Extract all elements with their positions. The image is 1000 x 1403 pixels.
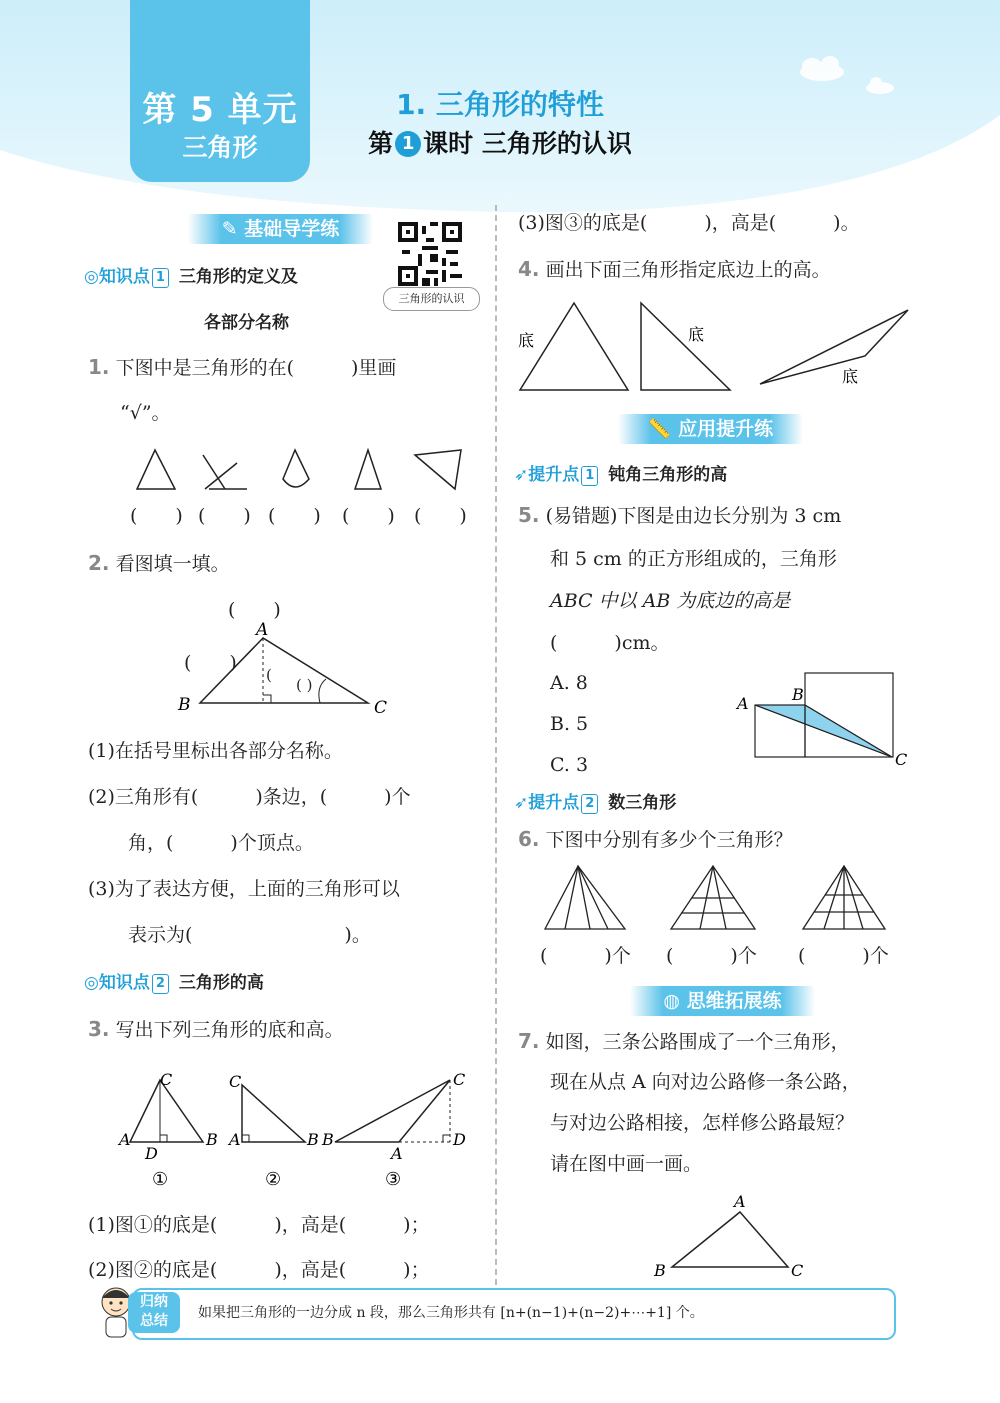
target-icon: ◎	[84, 267, 99, 287]
lesson-suffix: 课时 三角形的认识	[423, 129, 632, 158]
q1-shape-triangle-2	[355, 450, 381, 489]
q2-part-1: (1)在括号里标出各部分名称。	[88, 740, 343, 762]
q1-answer-3[interactable]: ( )	[268, 505, 321, 527]
knowledge-point-2: ◎知识点 2 三角形的高	[84, 973, 264, 993]
lesson-number-badge: 1	[395, 131, 421, 157]
rocket-icon: ➶	[514, 465, 529, 485]
q1-answer-5[interactable]: ( )	[414, 505, 467, 527]
summary-badge: 归纳 总结	[128, 1292, 180, 1333]
q5-option-c[interactable]: C. 3	[550, 754, 589, 776]
q2-part-3-line2: 表示为( )。	[128, 924, 371, 946]
tip-point-2: ➶提升点 2 数三角形	[514, 793, 677, 813]
q3-fig1-C: C	[160, 1070, 173, 1089]
q3-label-2: ②	[265, 1169, 282, 1190]
q4-base-label-2: 底	[688, 325, 705, 344]
q3-triangles-figure	[115, 1065, 475, 1195]
question-7-line4: 请在图中画一画。	[550, 1153, 703, 1175]
q2-part-3: (3)为了表达方便，上面的三角形可以	[88, 878, 400, 900]
question-7-line3: 与对边公路相接，怎样修公路最短？	[550, 1112, 855, 1134]
q3-part-3: (3)图③的底是( )，高是( )。	[518, 212, 860, 234]
lesson-title: 1. 三角形的特性	[396, 88, 604, 121]
question-6: 6. 下图中分别有多少个三角形？	[518, 827, 793, 851]
q2-paren-left[interactable]: ( )	[184, 652, 237, 674]
q3-fig1-A: A	[119, 1130, 131, 1149]
question-1-line2: “√”。	[120, 402, 171, 424]
unit-title: 第 5 单元	[142, 90, 298, 130]
q5-label-C: C	[895, 750, 908, 769]
q5-option-a[interactable]: A. 8	[550, 672, 588, 694]
q5-label-B: B	[792, 685, 804, 704]
q2-paren-top[interactable]: ( )	[228, 599, 281, 621]
knowledge-point-1: ◎知识点 1 三角形的定义及	[84, 267, 298, 287]
q2-label-A: A	[256, 620, 269, 640]
section-banner-thinking: ◍ 思维拓展练	[630, 986, 815, 1016]
q6-answer-1[interactable]: ( )个	[540, 945, 631, 967]
q7-label-A: A	[734, 1192, 746, 1211]
q3-label-1: ①	[152, 1169, 169, 1190]
knowledge-point-1-title-cont: 各部分名称	[204, 313, 289, 333]
question-3: 3. 写出下列三角形的底和高。	[88, 1017, 344, 1041]
q5-squares-figure	[735, 665, 915, 775]
question-5: 5. (易错题)下图是由边长分别为 3 cm	[518, 503, 842, 527]
q3-fig2-C: C	[229, 1072, 242, 1091]
q1-shape-cone	[283, 450, 309, 487]
q1-shape-triangle-3	[415, 450, 461, 489]
q5-option-b[interactable]: B. 5	[550, 713, 589, 735]
q7-label-C: C	[791, 1261, 804, 1280]
q6-answer-3[interactable]: ( )个	[798, 945, 889, 967]
q2-paren-height[interactable]: (	[266, 666, 272, 684]
question-1: 1. 下图中是三角形的在( )里画	[88, 355, 397, 379]
qr-caption: 三角形的认识	[383, 287, 480, 311]
q3-fig1-D: D	[145, 1144, 158, 1163]
q3-part-2: (2)图②的底是( )，高是( )；	[88, 1259, 430, 1281]
q2-label-B: B	[178, 695, 191, 715]
q6-answer-2[interactable]: ( )个	[666, 945, 757, 967]
q3-fig3-B: B	[322, 1130, 334, 1149]
question-7-line2: 现在从点 A 向对边公路修一条公路，	[550, 1071, 861, 1093]
question-2: 2. 看图填一填。	[88, 551, 230, 575]
qr-code[interactable]	[398, 222, 462, 286]
lesson-prefix: 第	[368, 129, 394, 158]
unit-subtitle: 三角形	[182, 133, 258, 162]
globe-icon: ◍	[663, 990, 687, 1012]
q1-shape-crossed-lines	[203, 455, 247, 489]
column-divider	[495, 205, 497, 1285]
q1-answer-4[interactable]: ( )	[342, 505, 395, 527]
rocket-icon: ➶	[514, 793, 529, 813]
q1-answer-2[interactable]: ( )	[198, 505, 251, 527]
question-5-line2: 和 5 cm 的正方形组成的，三角形	[550, 548, 837, 570]
q4-triangles-figure	[510, 298, 920, 398]
q6-triangles-figure	[540, 862, 910, 932]
q7-label-B: B	[654, 1261, 666, 1280]
q4-base-label-1: 底	[518, 331, 535, 350]
q2-label-C: C	[374, 698, 388, 718]
q3-fig3-A: A	[391, 1144, 403, 1163]
q3-part-1: (1)图①的底是( )，高是( )；	[88, 1214, 430, 1236]
q1-figures	[125, 445, 475, 495]
q5-label-A: A	[737, 694, 749, 713]
q2-part-2: (2)三角形有( )条边，( )个	[88, 786, 411, 808]
target-icon: ◎	[84, 973, 99, 993]
q2-paren-height-2[interactable]: ( )	[296, 676, 313, 694]
q4-base-label-3: 底	[842, 367, 859, 386]
question-7: 7. 如图，三条公路围成了一个三角形，	[518, 1029, 850, 1053]
q1-shape-triangle	[137, 450, 175, 489]
q3-fig3-C: C	[453, 1070, 466, 1089]
q3-fig3-D: D	[453, 1130, 466, 1149]
section-banner-apply: 📏 应用提升练	[618, 414, 803, 444]
question-5-line3: ABC 中以 AB 为底边的高是	[550, 590, 791, 612]
q1-answer-1[interactable]: ( )	[130, 505, 183, 527]
question-4: 4. 画出下面三角形指定底边上的高。	[518, 257, 831, 281]
compass-icon: ✎	[221, 218, 245, 240]
q7-triangle-figure[interactable]	[650, 1190, 810, 1280]
q2-part-2-line2: 角，( )个顶点。	[128, 832, 314, 854]
q3-fig1-B: B	[206, 1130, 218, 1149]
q3-label-3: ③	[385, 1169, 402, 1190]
q3-fig2-B: B	[307, 1130, 319, 1149]
question-5-line4: ( )cm。	[550, 632, 670, 654]
summary-text: 如果把三角形的一边分成 n 段，那么三角形共有 [n+(n−1)+(n−2)+⋯+1] 个。	[198, 1305, 704, 1321]
ruler-icon: 📏	[647, 418, 679, 440]
tip-point-1: ➶提升点 1 钝角三角形的高	[514, 465, 728, 485]
lesson-subtitle	[340, 124, 660, 160]
q3-fig2-A: A	[229, 1130, 241, 1149]
section-banner-basic: ✎ 基础导学练	[188, 214, 373, 244]
